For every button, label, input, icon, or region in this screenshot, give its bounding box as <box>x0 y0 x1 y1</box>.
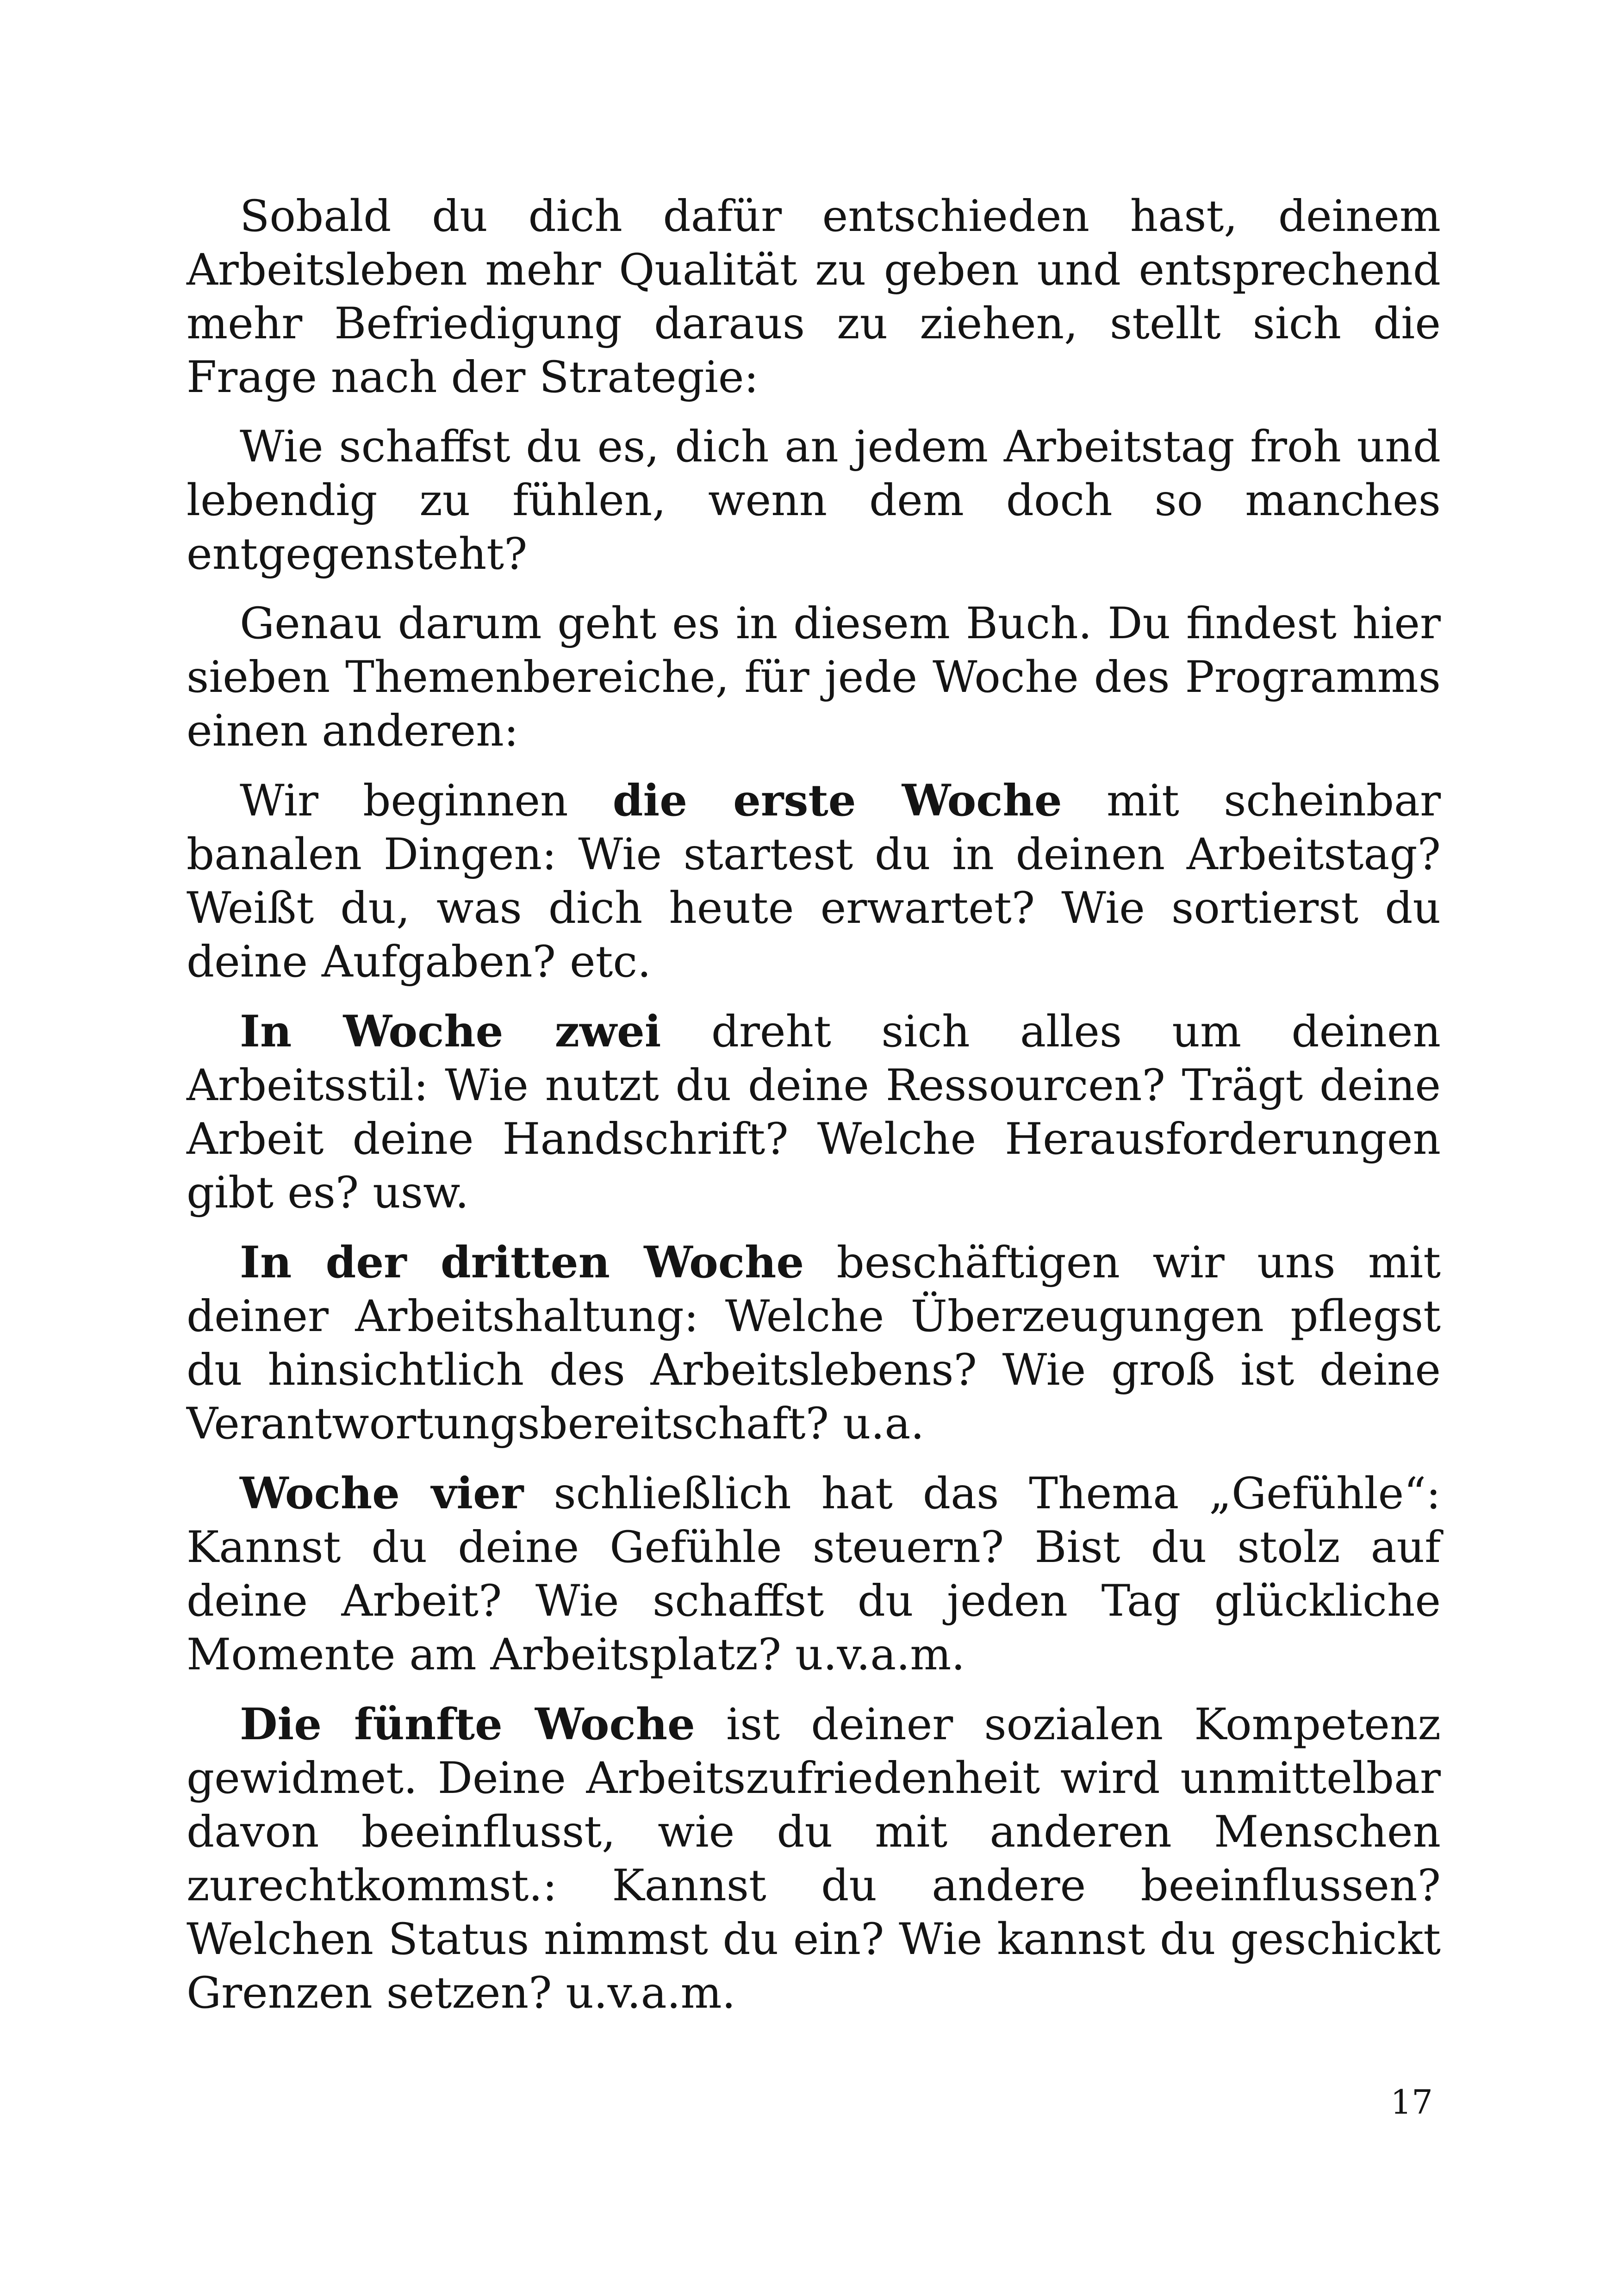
page-number: 17 <box>1390 2083 1433 2122</box>
paragraph <box>187 1236 1441 1451</box>
text-run: Wir beginnen <box>240 776 613 826</box>
paragraph <box>187 190 1441 404</box>
bold-phrase: Woche vier <box>240 1468 524 1519</box>
paragraph <box>187 1005 1441 1220</box>
text-run: beschäftigen wir uns mit deiner Arbeitshaltung: Welche Überzeugungen pflegst du hinsichtlich des Arbeitslebens? Wie groß ist deine Verantwortungsbereitschaft? u.a. <box>187 1238 1441 1449</box>
text-run: dreht sich alles um deinen Arbeitsstil: Wie nutzt du deine Ressourcen? Trägt deine Arbeit deine Handschrift? Welche Herausforderungen gibt es? usw. <box>187 1007 1441 1218</box>
text-run: mit scheinbar banalen Dingen: Wie startest du in deinen Arbeitstag? Weißt du, was dich heute erwartet? Wie sortierst du deine Aufgaben? etc. <box>187 776 1441 987</box>
paragraph <box>187 597 1441 758</box>
bold-phrase: In Woche zwei <box>240 1006 661 1057</box>
text-run: schließlich hat das Thema „Gefühle“: Kannst du deine Gefühle steuern? Bist du stolz auf deine Arbeit? Wie schaffst du jeden Tag glückliche Momente am Arbeitsplatz? u.v.a.m. <box>187 1468 1441 1680</box>
text-run: ist deiner sozialen Kompetenz gewidmet. Deine Arbeitszufriedenheit wird unmittelbar davon beeinflusst, wie du mit anderen Menschen zurechtkommst.: Kannst du andere beeinflussen? Welchen Status nimmst du ein? Wie kannst du geschickt Grenzen setzen? u.v.a.m. <box>187 1699 1441 2018</box>
text-run: Sobald du dich dafür entschieden hast, deinem Arbeitsleben mehr Qualität zu geben und entsprechend mehr Befriedigung daraus zu ziehen, stellt sich die Frage nach der Strategie: <box>187 191 1441 403</box>
body-text <box>187 190 1441 2036</box>
bold-phrase: Die fünfte Woche <box>240 1699 695 1750</box>
text-run: Genau darum geht es in diesem Buch. Du findest hier sieben Themenbereiche, für jede Woche des Programms einen anderen: <box>187 598 1441 756</box>
paragraph <box>187 1467 1441 1682</box>
paragraph <box>187 774 1441 989</box>
bold-phrase: die erste Woche <box>612 775 1062 826</box>
paragraph <box>187 1698 1441 2020</box>
text-run: Wie schaffst du es, dich an jedem Arbeitstag froh und lebendig zu fühlen, wenn dem doch so manches entgegensteht? <box>187 422 1441 579</box>
bold-phrase: In der dritten Woche <box>240 1237 804 1288</box>
paragraph <box>187 420 1441 581</box>
